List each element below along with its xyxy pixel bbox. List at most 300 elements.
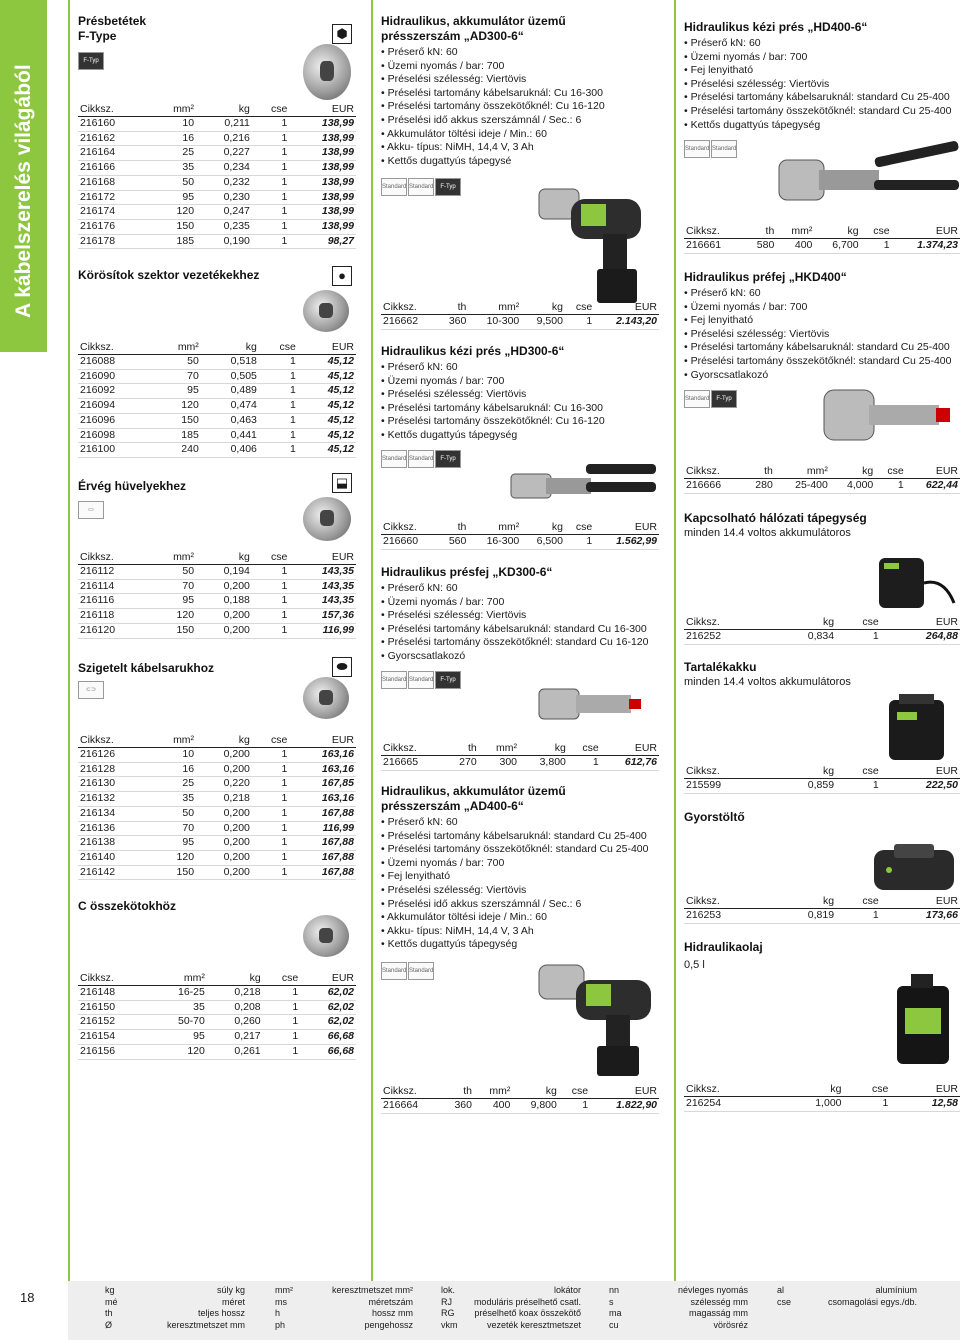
table-cell: 1	[252, 146, 290, 161]
column-header: Cikksz.	[684, 615, 770, 630]
spec-item: • Akkumulátor töltési ideje / Min.: 60	[381, 911, 659, 925]
price-cell: 167,88	[289, 850, 356, 865]
table-cell: 0,406	[201, 443, 259, 458]
legend-entry	[441, 1320, 581, 1332]
table-cell: 216114	[78, 579, 150, 594]
table-cell: 10	[150, 748, 196, 763]
table-cell: 216134	[78, 806, 150, 821]
table-cell: 1	[252, 821, 290, 836]
table-cell: 216176	[78, 219, 150, 234]
table-cell: 35	[150, 161, 196, 176]
section-title: Körösítok szektor vezetékekhez	[78, 268, 260, 282]
price-cell: 138,99	[289, 219, 356, 234]
legend-column	[441, 1285, 581, 1331]
table-cell: 216136	[78, 821, 150, 836]
legend-meaning: pengehossz	[364, 1319, 413, 1330]
table-row	[78, 1015, 356, 1030]
price-cell: 45,12	[298, 399, 356, 414]
table-cell: 216138	[78, 836, 150, 851]
table-cell: 360	[437, 315, 468, 330]
table-row	[78, 1044, 356, 1059]
spec-item: • Préselési szélesség: Viertövis	[381, 609, 659, 623]
table	[381, 741, 659, 771]
spec-item: • Préselési tartomány összekötőknél: standard Cu 25-400	[381, 843, 659, 857]
legend-entry	[105, 1308, 245, 1320]
section-title: Présbetétek	[78, 14, 147, 28]
price-cell: 173,66	[881, 909, 960, 924]
column-header: Cikksz.	[78, 550, 150, 565]
legend-entry	[441, 1285, 581, 1297]
spec-item: • Préserő kN: 60	[381, 361, 659, 375]
table-cell: 1	[252, 175, 290, 190]
table-cell: 95	[150, 594, 196, 609]
section-title: Tartalékakku	[684, 660, 757, 674]
table-cell: 216178	[78, 234, 150, 249]
table-cell: 1	[252, 190, 290, 205]
table-cell: 216150	[78, 1000, 150, 1015]
standard-icon: Standard	[408, 962, 434, 980]
table	[78, 733, 356, 880]
table-cell: 1,000	[774, 1097, 844, 1112]
price-cell: 98,27	[289, 234, 356, 249]
ftype-icon: F-Typ	[435, 178, 461, 196]
column-header: kg	[770, 894, 836, 909]
table-cell: 216665	[381, 756, 444, 771]
table-row	[78, 762, 356, 777]
column-header: kg	[814, 224, 860, 239]
column-header: th	[437, 300, 468, 315]
spec-item: • Fej lenyitható	[684, 314, 960, 328]
table-cell: 35	[150, 792, 196, 807]
legend-meaning: csomagolási egys./db.	[827, 1296, 917, 1307]
price-cell: 143,35	[289, 594, 356, 609]
spec-list	[381, 582, 659, 664]
section-title: Hidraulikaolaj	[684, 940, 763, 954]
legend-entry	[609, 1320, 748, 1332]
legend-abbr: h	[275, 1308, 281, 1318]
section-title: Szigetelt kábelsarukhoz	[78, 661, 215, 675]
price-cell: 138,99	[289, 175, 356, 190]
ftype-icon: F-Typ	[435, 671, 461, 689]
column-header: cse	[565, 520, 594, 535]
table-row	[684, 630, 960, 645]
spec-item: • Préserő kN: 60	[684, 287, 960, 301]
table-cell: 280	[743, 479, 775, 494]
legend-meaning: keresztmetszet mm	[166, 1319, 245, 1330]
table-cell: 1	[252, 579, 290, 594]
spec-item: • Préselési tartomány kábelsaruknál: standard Cu 25-400	[684, 341, 960, 355]
legend-abbr: kg	[105, 1285, 115, 1295]
table-cell: 150	[150, 865, 196, 880]
column-header: Cikksz.	[684, 894, 770, 909]
table-cell: 9,800	[512, 1099, 558, 1114]
column-header: Cikksz.	[684, 764, 770, 779]
column-header: EUR	[881, 894, 960, 909]
table-row	[78, 219, 356, 234]
column-header: mm²	[150, 971, 207, 986]
legend-meaning: névleges nyomás	[677, 1285, 748, 1295]
table-cell: 216148	[78, 986, 150, 1001]
section-title: Kapcsolható hálózati tápegység	[684, 511, 867, 525]
table-cell: 216098	[78, 428, 153, 443]
price-cell: 157,36	[289, 609, 356, 624]
spec-item: • Fej lenyitható	[684, 64, 960, 78]
column-header: cse	[568, 741, 601, 756]
section-erveg	[78, 475, 356, 636]
table	[78, 340, 356, 458]
table-cell: 0,247	[196, 205, 252, 220]
table-cell: 0,227	[196, 146, 252, 161]
spec-item: • Préselési tartomány kábelsaruknál: standard Cu 25-400	[381, 830, 659, 844]
table-cell: 120	[150, 850, 196, 865]
column-header: Cikksz.	[684, 1082, 774, 1097]
spec-item: • Akku- típus: NiMH, 14,4 V, 3 Ah	[381, 925, 659, 939]
table-cell: 215599	[684, 779, 770, 794]
table-cell: 1	[252, 609, 290, 624]
column-header: EUR	[881, 764, 960, 779]
legend-entry	[105, 1320, 245, 1332]
column-header: Cikksz.	[381, 520, 437, 535]
table-cell: 150	[153, 413, 201, 428]
column-header: mm²	[468, 520, 521, 535]
ferrule-icon: ▭	[78, 501, 104, 519]
column-header: EUR	[300, 971, 356, 986]
column-header: EUR	[890, 1082, 960, 1097]
column-header: th	[444, 741, 479, 756]
spec-item: • Préselési szélesség: Viertövis	[381, 388, 659, 402]
ftype-icon: F-Typ	[435, 450, 461, 468]
legend-meaning: moduláris préselhető csatl.	[473, 1296, 581, 1307]
table-cell: 0,194	[196, 565, 252, 580]
circle-die-icon: ●	[332, 266, 352, 286]
spec-item: • Préselési tartomány kábelsaruknál: standard Cu 16-300	[381, 623, 659, 637]
table-cell: 1	[259, 355, 298, 370]
table-header-row	[381, 741, 659, 756]
table-row	[684, 909, 960, 924]
table-row	[78, 234, 356, 249]
spec-item: • Préserő kN: 60	[381, 582, 659, 596]
price-cell: 167,88	[289, 806, 356, 821]
column-header: cse	[252, 550, 290, 565]
table-cell: 0,859	[770, 779, 836, 794]
column-header: cse	[252, 102, 290, 117]
table-row	[78, 594, 356, 609]
legend-abbr: cse	[777, 1296, 792, 1307]
price-cell: 45,12	[298, 413, 356, 428]
column-header: cse	[252, 733, 290, 748]
table-cell: 1	[259, 384, 298, 399]
legend-meaning: méret	[221, 1296, 245, 1307]
table-cell: 1	[844, 1097, 891, 1112]
table-cell: 216253	[684, 909, 770, 924]
price-cell: 167,88	[289, 865, 356, 880]
table-cell: 50	[150, 565, 196, 580]
table-cell: 70	[150, 821, 196, 836]
table-cell: 1	[252, 792, 290, 807]
table-cell: 216252	[684, 630, 770, 645]
table-cell: 216660	[381, 535, 437, 550]
legend-abbr: s	[609, 1296, 614, 1307]
table-cell: 1	[252, 565, 290, 580]
hand-press-image	[774, 140, 960, 210]
spec-item: • Üzemi nyomás / bar: 700	[381, 857, 659, 871]
table-row	[78, 161, 356, 176]
table-cell: 216168	[78, 175, 150, 190]
table-cell: 16	[150, 131, 196, 146]
column-header: Cikksz.	[78, 733, 150, 748]
column-header: mm²	[776, 224, 814, 239]
table-row	[78, 1030, 356, 1045]
table-row	[381, 1099, 659, 1114]
table-row	[78, 428, 356, 443]
price-cell: 45,12	[298, 443, 356, 458]
table-cell: 0,230	[196, 190, 252, 205]
charger-image	[869, 830, 959, 895]
price-cell: 138,99	[289, 117, 356, 132]
table-header-row	[78, 340, 356, 355]
table-row	[78, 836, 356, 851]
section-c-osszekoto	[78, 899, 356, 1057]
table-header-row	[684, 464, 960, 479]
column-header: EUR	[289, 733, 356, 748]
standard-icon: Standard	[408, 450, 434, 468]
table-cell: 0,200	[196, 748, 252, 763]
table-cell: 185	[150, 234, 196, 249]
legend-entry	[609, 1285, 748, 1297]
table-cell: 120	[153, 399, 201, 414]
table-cell: 95	[150, 836, 196, 851]
section-title: Gyorstöltő	[684, 810, 745, 824]
price-cell: 143,35	[289, 579, 356, 594]
sidebar-band	[0, 0, 47, 352]
table-cell: 1	[259, 428, 298, 443]
column-inserts	[68, 0, 356, 1296]
legend-abbr: cu	[609, 1319, 619, 1330]
table-cell: 50	[150, 806, 196, 821]
table-cell: 0,200	[196, 806, 252, 821]
table-cell: 216152	[78, 1015, 150, 1030]
legend-entry	[609, 1297, 748, 1309]
table-row	[78, 748, 356, 763]
table-cell: 0,489	[201, 384, 259, 399]
table-row	[78, 792, 356, 807]
price-cell: 138,99	[289, 161, 356, 176]
table-cell: 10	[150, 117, 196, 132]
spec-item: • Üzemi nyomás / bar: 700	[381, 375, 659, 389]
legend-meaning: keresztmetszet mm²	[331, 1285, 413, 1295]
column-header: EUR	[892, 224, 960, 239]
table-cell: 216120	[78, 623, 150, 638]
column-header: kg	[512, 1084, 558, 1099]
spec-item: • Üzemi nyomás / bar: 700	[381, 596, 659, 610]
table-row	[78, 821, 356, 836]
legend-entry	[275, 1285, 413, 1297]
table-cell: 0,232	[196, 175, 252, 190]
column-header: mm²	[468, 300, 521, 315]
table-row	[78, 175, 356, 190]
legend-column	[105, 1285, 245, 1331]
spec-item: • Préselési szélesség: Viertövis	[684, 328, 960, 342]
price-cell: 45,12	[298, 384, 356, 399]
table-cell: 1	[252, 623, 290, 638]
sleeve-die-icon: ⬓	[332, 473, 352, 493]
table-cell: 0,235	[196, 219, 252, 234]
table-cell: 6,700	[814, 239, 860, 254]
battery-image	[869, 690, 959, 766]
column-header: mm²	[150, 550, 196, 565]
legend-column	[275, 1285, 413, 1331]
table-cell: 120	[150, 609, 196, 624]
table-cell: 216174	[78, 205, 150, 220]
column-header: cse	[875, 464, 906, 479]
spec-item: • Préselési tartomány összekötőknél: Cu 16-120	[381, 100, 659, 114]
legend-abbr: ph	[275, 1319, 286, 1330]
price-cell: 66,68	[300, 1030, 356, 1045]
die-insert-image	[303, 497, 351, 541]
table-cell: 0,218	[207, 986, 263, 1001]
table-cell: 0,220	[196, 777, 252, 792]
oil-bottle-image	[889, 968, 959, 1068]
price-cell: 167,88	[289, 836, 356, 851]
table-cell: 150	[150, 219, 196, 234]
table-cell: 16-300	[468, 535, 521, 550]
standard-icon: Standard	[381, 962, 407, 980]
table-cell: 1	[836, 779, 881, 794]
price-cell: 62,02	[300, 1000, 356, 1015]
legend-meaning: súly kg	[216, 1285, 245, 1295]
table-row	[78, 399, 356, 414]
section-subtitle: F-Type	[78, 29, 117, 43]
die-insert-image	[303, 677, 349, 719]
table-row	[78, 623, 356, 638]
legend-entry	[441, 1297, 581, 1309]
price-cell: 222,50	[881, 779, 960, 794]
table-cell: 95	[150, 1030, 207, 1045]
price-cell: 116,99	[289, 821, 356, 836]
section-title: Hidraulikus présfej „KD300-6“	[381, 565, 553, 579]
column-header: mm²	[474, 1084, 512, 1099]
column-header: cse	[259, 340, 298, 355]
spec-item: • Préserő kN: 60	[684, 37, 960, 51]
column-header: mm²	[150, 733, 196, 748]
table-row	[78, 1000, 356, 1015]
table-row	[78, 609, 356, 624]
table-cell: 25	[150, 146, 196, 161]
column-header: kg	[519, 741, 568, 756]
page-number: 18	[20, 1290, 35, 1305]
table-cell: 1	[252, 850, 290, 865]
table-cell: 16-25	[150, 986, 207, 1001]
price-cell: 45,12	[298, 428, 356, 443]
table	[684, 464, 960, 494]
table-cell: 216126	[78, 748, 150, 763]
table-cell: 0,200	[196, 762, 252, 777]
table-cell: 216664	[381, 1099, 441, 1114]
table-cell: 50	[150, 175, 196, 190]
column-header: cse	[836, 894, 881, 909]
legend-meaning: teljes hossz	[197, 1308, 245, 1318]
table-cell: 1	[565, 535, 594, 550]
table-cell: 0,200	[196, 865, 252, 880]
table-cell: 1	[263, 1015, 301, 1030]
table-cell: 0,463	[201, 413, 259, 428]
table-cell: 216094	[78, 399, 153, 414]
table-row	[78, 986, 356, 1001]
table-cell: 4,000	[830, 479, 875, 494]
table-row	[381, 535, 659, 550]
table-cell: 216100	[78, 443, 153, 458]
column-header: EUR	[601, 741, 659, 756]
legend-abbr: ms	[275, 1296, 287, 1307]
table-cell: 1	[875, 479, 906, 494]
table-cell: 95	[150, 190, 196, 205]
price-cell: 138,99	[289, 205, 356, 220]
column-header: kg	[196, 733, 252, 748]
section-gyorstolto	[684, 810, 960, 921]
table-cell: 70	[150, 579, 196, 594]
legend-abbr: al	[777, 1285, 785, 1295]
legend-abbr: lok.	[441, 1285, 456, 1295]
table	[78, 550, 356, 639]
column-header: kg	[774, 1082, 844, 1097]
spec-item: • Préselési szélesség: Viertövis	[381, 73, 659, 87]
table-cell: 0,261	[207, 1044, 263, 1059]
table-cell: 1	[252, 806, 290, 821]
oval-die-icon: ⬬	[332, 657, 352, 677]
table-header-row	[684, 1082, 960, 1097]
table-header-row	[684, 224, 960, 239]
standard-icon: Standard	[381, 178, 407, 196]
table-cell: 0,188	[196, 594, 252, 609]
table-row	[78, 579, 356, 594]
spec-item: • Gyorscsatlakozó	[381, 650, 659, 664]
table-cell: 216666	[684, 479, 743, 494]
table-row	[381, 756, 659, 771]
legend-entry	[105, 1285, 245, 1297]
table-cell: 0,474	[201, 399, 259, 414]
legend-abbr: RJ	[441, 1296, 452, 1307]
column-header: EUR	[594, 520, 659, 535]
die-insert-image	[303, 915, 349, 957]
table-cell: 0,260	[207, 1015, 263, 1030]
price-cell: 45,12	[298, 355, 356, 370]
table-cell: 400	[474, 1099, 512, 1114]
price-cell: 2.143,20	[594, 315, 659, 330]
table-cell: 216162	[78, 131, 150, 146]
column-header: kg	[196, 102, 252, 117]
table-header-row	[78, 971, 356, 986]
spec-item: • Préselési tartomány összekötőknél: standard Cu 25-400	[684, 355, 960, 369]
table-cell: 216116	[78, 594, 150, 609]
table-cell: 216172	[78, 190, 150, 205]
standard-icon: Standard	[381, 671, 407, 689]
table-cell: 0,200	[196, 609, 252, 624]
price-cell: 612,76	[601, 756, 659, 771]
table-cell: 1	[263, 1044, 301, 1059]
table-row	[684, 239, 960, 254]
column-header: mm²	[153, 340, 201, 355]
spec-item: • Üzemi nyomás / bar: 700	[684, 301, 960, 315]
lug-icon: ⊂⊃	[78, 681, 104, 699]
standard-icon: Standard	[711, 140, 737, 158]
table-cell: 1	[252, 234, 290, 249]
section-presbetetek	[78, 14, 356, 247]
price-cell: 167,85	[289, 777, 356, 792]
table-cell: 95	[153, 384, 201, 399]
column-header: Cikksz.	[381, 741, 444, 756]
column-header: cse	[836, 615, 881, 630]
column-header: Cikksz.	[381, 300, 437, 315]
